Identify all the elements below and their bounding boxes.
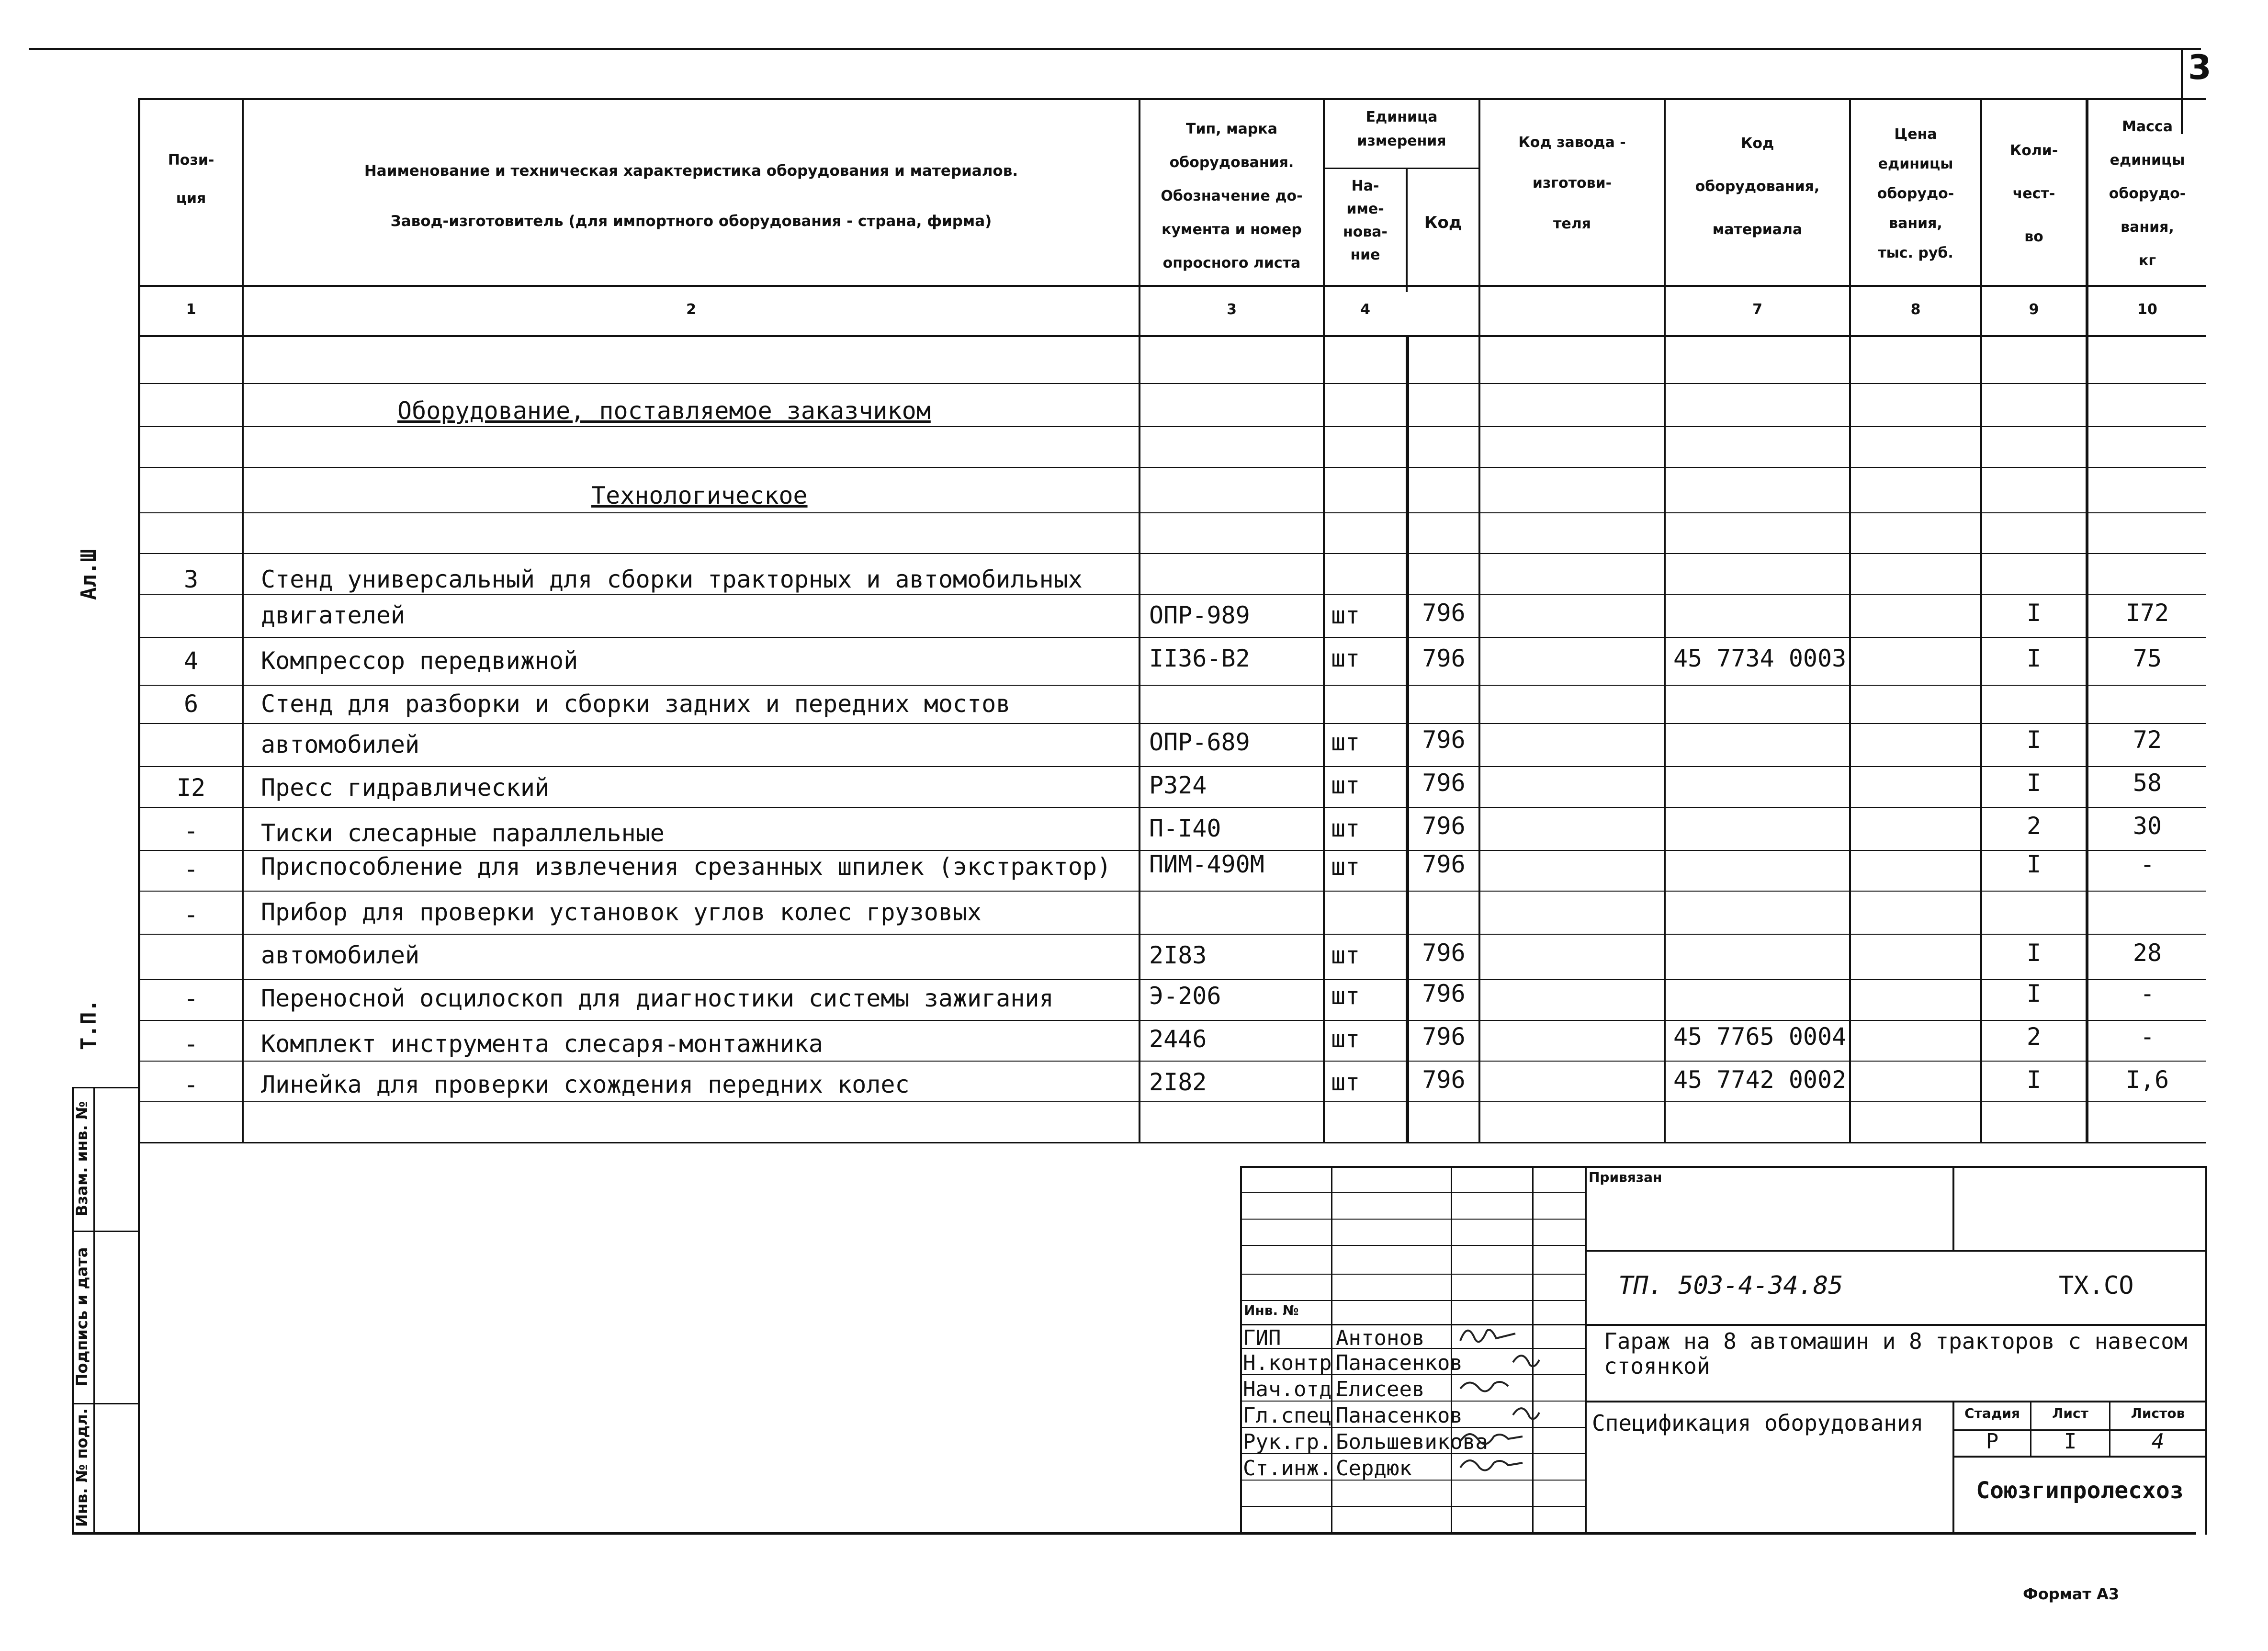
table-row-unit: шт bbox=[1331, 728, 1360, 756]
table-row-type: ОПР-989 bbox=[1149, 601, 1250, 629]
table-row-type: II36-В2 bbox=[1149, 645, 1250, 672]
table-row-pos: I2 bbox=[176, 774, 206, 802]
signature-scribble bbox=[1460, 1460, 1523, 1470]
hdr-qty-2: чест- bbox=[2012, 185, 2055, 202]
signature-scribble bbox=[1513, 1356, 1539, 1366]
tb-person: Панасенков bbox=[1336, 1351, 1463, 1375]
tb-project-title-1: Гараж на 8 автомашин и 8 тракторов с навесом bbox=[1604, 1328, 2188, 1354]
table-row-mass: - bbox=[2140, 850, 2155, 878]
table-row-name: двигателей bbox=[261, 601, 406, 629]
table-row-mass: 72 bbox=[2133, 726, 2162, 754]
tb-role: Рук.гр. bbox=[1243, 1430, 1332, 1454]
table-row-code: 796 bbox=[1422, 812, 1466, 840]
stamp-inv-orig: Инв. № подл. bbox=[73, 1408, 91, 1527]
stamp-replace-inv: Взам. инв. № bbox=[73, 1101, 91, 1217]
tb-role: ГИП bbox=[1243, 1326, 1281, 1350]
hdr-price-1: Цена bbox=[1894, 126, 1937, 143]
colnum-9: 9 bbox=[2029, 301, 2039, 318]
table-row-qty: I bbox=[2026, 645, 2042, 672]
table-row-code: 796 bbox=[1422, 645, 1466, 672]
colnum-1: 1 bbox=[186, 301, 196, 318]
hdr-factory-3: теля bbox=[1553, 215, 1591, 232]
table-row-unit: шт bbox=[1331, 771, 1360, 799]
table-row-pos: - bbox=[183, 855, 199, 883]
hdr-qty-3: во bbox=[2024, 228, 2043, 245]
hdr-mass-1: Масса bbox=[2122, 118, 2173, 135]
hdr-matcode-1: Код bbox=[1740, 135, 1774, 152]
hdr-pos-line2: ция bbox=[176, 190, 206, 207]
table-row-mass: 30 bbox=[2133, 812, 2162, 840]
table-row-type: ОПР-689 bbox=[1149, 728, 1250, 756]
table-row-unit: шт bbox=[1331, 1068, 1360, 1096]
hdr-name-line2: Завод-изготовитель (для импортного оборудования - страна, фирма) bbox=[390, 213, 992, 230]
table-row-type: 2I83 bbox=[1149, 941, 1207, 969]
colnum-4: 4 bbox=[1360, 301, 1370, 318]
table-row-type: 2446 bbox=[1149, 1025, 1207, 1053]
table-row-name: Стенд для разборки и сборки задних и передних мостов bbox=[261, 690, 1011, 718]
table-row-mass: 28 bbox=[2133, 939, 2162, 967]
colnum-8: 8 bbox=[1910, 301, 1921, 318]
table-row-material: 45 7742 0002 bbox=[1673, 1066, 1847, 1094]
tb-doc-code: ТП. 503-4-34.85 bbox=[1618, 1271, 1843, 1300]
hdr-c4-3: нова- bbox=[1343, 224, 1388, 240]
section-title: Оборудование, поставляемое заказчиком bbox=[397, 397, 931, 425]
table-row-type: Р324 bbox=[1149, 771, 1207, 799]
table-row-name: автомобилей bbox=[261, 941, 420, 969]
signature-scribble bbox=[1460, 1434, 1523, 1444]
table-row-qty: I bbox=[2026, 850, 2042, 878]
hdr-matcode-3: материала bbox=[1712, 221, 1803, 238]
tb-role: Ст.инж. bbox=[1243, 1456, 1332, 1481]
tb-sheet: I bbox=[2064, 1429, 2077, 1454]
table-row-unit: шт bbox=[1331, 814, 1360, 842]
hdr-unit-1: Единица bbox=[1365, 109, 1438, 125]
table-row-mass: - bbox=[2140, 980, 2155, 1007]
table-row-name: автомобилей bbox=[261, 731, 420, 758]
table-row-code: 796 bbox=[1422, 1023, 1466, 1051]
signature-scribble bbox=[1460, 1382, 1508, 1391]
hdr-mass-5: кг bbox=[2138, 252, 2156, 269]
table-row-type: Э-206 bbox=[1149, 982, 1221, 1010]
tb-person: Антонов bbox=[1336, 1326, 1425, 1350]
hdr-name-line1: Наименование и техническая характеристика оборудования и материалов. bbox=[364, 162, 1018, 180]
hdr-mass-4: вания, bbox=[2121, 219, 2174, 236]
colnum-7: 7 bbox=[1752, 301, 1762, 318]
table-row-qty: I bbox=[2026, 939, 2042, 967]
tb-sheet-label: Лист bbox=[2052, 1405, 2088, 1421]
table-row-mass: 58 bbox=[2133, 769, 2162, 797]
signatures bbox=[1456, 1322, 1542, 1480]
hdr-type-3: Обозначение до- bbox=[1161, 188, 1303, 204]
side-label-top: Ал.Ш bbox=[77, 549, 101, 600]
hdr-c4-1: На- bbox=[1351, 178, 1379, 194]
tb-sheets-label: Листов bbox=[2131, 1405, 2185, 1421]
hdr-c4-2: име- bbox=[1346, 201, 1384, 217]
table-row-mass: I,6 bbox=[2125, 1066, 2169, 1094]
table-row-name: Прибор для проверки установок углов колес грузовых bbox=[261, 898, 982, 926]
tb-stage: Р bbox=[1986, 1429, 1999, 1454]
hdr-price-5: тыс. руб. bbox=[1878, 245, 1953, 261]
table-row-unit: шт bbox=[1331, 982, 1360, 1010]
side-label-mid: Т.П. bbox=[77, 999, 101, 1050]
hdr-factory-1: Код завода - bbox=[1518, 134, 1626, 151]
tb-doc-suffix: ТХ.СО bbox=[2059, 1271, 2134, 1300]
table-row-pos: 3 bbox=[183, 565, 199, 593]
sheet-number: 3 bbox=[2188, 48, 2212, 87]
table-row-name: Переносной осцилоскоп для диагностики системы зажигания bbox=[261, 984, 1054, 1012]
table-row-name: Пресс гидравлический bbox=[261, 774, 550, 802]
table-row-qty: I bbox=[2026, 980, 2042, 1007]
table-row-unit: шт bbox=[1331, 853, 1360, 881]
table-row-qty: I bbox=[2026, 726, 2042, 754]
table-row-pos: - bbox=[183, 984, 199, 1012]
hdr-price-3: оборудо- bbox=[1877, 185, 1954, 202]
hdr-type-4: кумента и номер bbox=[1162, 221, 1302, 238]
table-row-unit: шт bbox=[1331, 1025, 1360, 1053]
table-row-name: Приспособление для извлечения срезанных шпилек (экстрактор) bbox=[261, 853, 1112, 881]
hdr-price-4: вания, bbox=[1889, 215, 1942, 232]
table-row-name: Стенд универсальный для сборки тракторных и автомобильных bbox=[261, 565, 1083, 593]
table-row-pos: - bbox=[183, 1030, 199, 1058]
signature-scribble bbox=[1513, 1408, 1539, 1419]
table-row-pos: - bbox=[183, 1071, 199, 1098]
hdr-mass-2: единицы bbox=[2110, 152, 2185, 169]
table-row-qty: 2 bbox=[2026, 812, 2042, 840]
subsection-title: Технологическое bbox=[591, 482, 808, 509]
table-row-pos: - bbox=[183, 817, 199, 845]
table-row-code: 796 bbox=[1422, 939, 1466, 967]
tb-person: Елисеев bbox=[1336, 1377, 1425, 1402]
table-row-code: 796 bbox=[1422, 850, 1466, 878]
tb-inv-label: Инв. № bbox=[1244, 1302, 1299, 1318]
table-row-code: 796 bbox=[1422, 769, 1466, 797]
colnum-3: 3 bbox=[1227, 301, 1237, 318]
table-row-type: 2I82 bbox=[1149, 1068, 1207, 1096]
hdr-price-2: единицы bbox=[1878, 156, 1953, 172]
tb-role: Нач.отд. bbox=[1243, 1377, 1344, 1402]
tb-person: Большевикова bbox=[1336, 1430, 1488, 1454]
hdr-factory-2: изготови- bbox=[1532, 175, 1612, 192]
tb-person: Панасенков bbox=[1336, 1403, 1463, 1428]
table-row-pos: 4 bbox=[183, 647, 199, 675]
table-row-mass: I72 bbox=[2125, 599, 2169, 627]
table-row-name: Линейка для проверки схождения передних колес bbox=[261, 1071, 910, 1098]
hdr-mass-3: оборудо- bbox=[2109, 185, 2186, 202]
tb-role: Гл.спец. bbox=[1243, 1403, 1344, 1428]
table-row-pos: 6 bbox=[183, 690, 199, 718]
table-row-qty: I bbox=[2026, 599, 2042, 627]
table-row-pos: - bbox=[183, 901, 199, 928]
tb-person: Сердюк bbox=[1336, 1456, 1412, 1481]
table-row-material: 45 7734 0003 bbox=[1673, 645, 1847, 672]
tb-stage-label: Стадия bbox=[1964, 1405, 2020, 1421]
table-row-unit: шт bbox=[1331, 941, 1360, 969]
hdr-type-1: Тип, марка bbox=[1186, 121, 1277, 137]
hdr-type-5: опросного листа bbox=[1162, 255, 1301, 271]
format-label: Формат А3 bbox=[2023, 1585, 2120, 1603]
table-row-qty: I bbox=[2026, 1066, 2042, 1094]
hdr-unit-2: измерения bbox=[1357, 133, 1446, 149]
table-row-qty: 2 bbox=[2026, 1023, 2042, 1051]
table-row-code: 796 bbox=[1422, 599, 1466, 627]
hdr-c4-4: ние bbox=[1350, 247, 1380, 263]
table-row-qty: I bbox=[2026, 769, 2042, 797]
table-row-type: ПИМ-490М bbox=[1149, 850, 1264, 878]
tb-organization: Союзгипролесхоз bbox=[1976, 1477, 2184, 1504]
colnum-10: 10 bbox=[2137, 301, 2157, 318]
stamp-signature-date: Подпись и дата bbox=[73, 1247, 91, 1387]
tb-sheets: 4 bbox=[2151, 1429, 2165, 1454]
hdr-code: Код bbox=[1424, 213, 1462, 232]
table-row-material: 45 7765 0004 bbox=[1673, 1023, 1847, 1051]
hdr-qty-1: Коли- bbox=[2009, 142, 2058, 159]
table-row-mass: 75 bbox=[2133, 645, 2162, 672]
table-row-name: Компрессор передвижной bbox=[261, 647, 578, 675]
signature-scribble bbox=[1460, 1330, 1515, 1342]
table-row-code: 796 bbox=[1422, 726, 1466, 754]
hdr-matcode-2: оборудования, bbox=[1695, 178, 1820, 195]
hdr-type-2: оборудования. bbox=[1169, 154, 1294, 171]
table-row-code: 796 bbox=[1422, 980, 1466, 1007]
table-row-code: 796 bbox=[1422, 1066, 1466, 1094]
tb-project-title-2: стоянкой bbox=[1604, 1353, 1710, 1379]
table-row-unit: шт bbox=[1331, 601, 1360, 629]
table-row-name: Тиски слесарные параллельные bbox=[261, 819, 665, 847]
tb-role: Н.контр. bbox=[1243, 1351, 1344, 1375]
colnum-2: 2 bbox=[686, 301, 696, 318]
tb-sheet-title: Спецификация оборудования bbox=[1592, 1410, 1924, 1436]
table-row-mass: - bbox=[2140, 1023, 2155, 1051]
table-row-name: Комплект инструмента слесаря-монтажника bbox=[261, 1030, 823, 1058]
tb-attached-label: Привязан bbox=[1589, 1169, 1662, 1185]
table-row-type: П-I40 bbox=[1149, 814, 1221, 842]
hdr-pos-line1: Пози- bbox=[168, 152, 214, 169]
table-row-unit: шт bbox=[1331, 645, 1360, 672]
